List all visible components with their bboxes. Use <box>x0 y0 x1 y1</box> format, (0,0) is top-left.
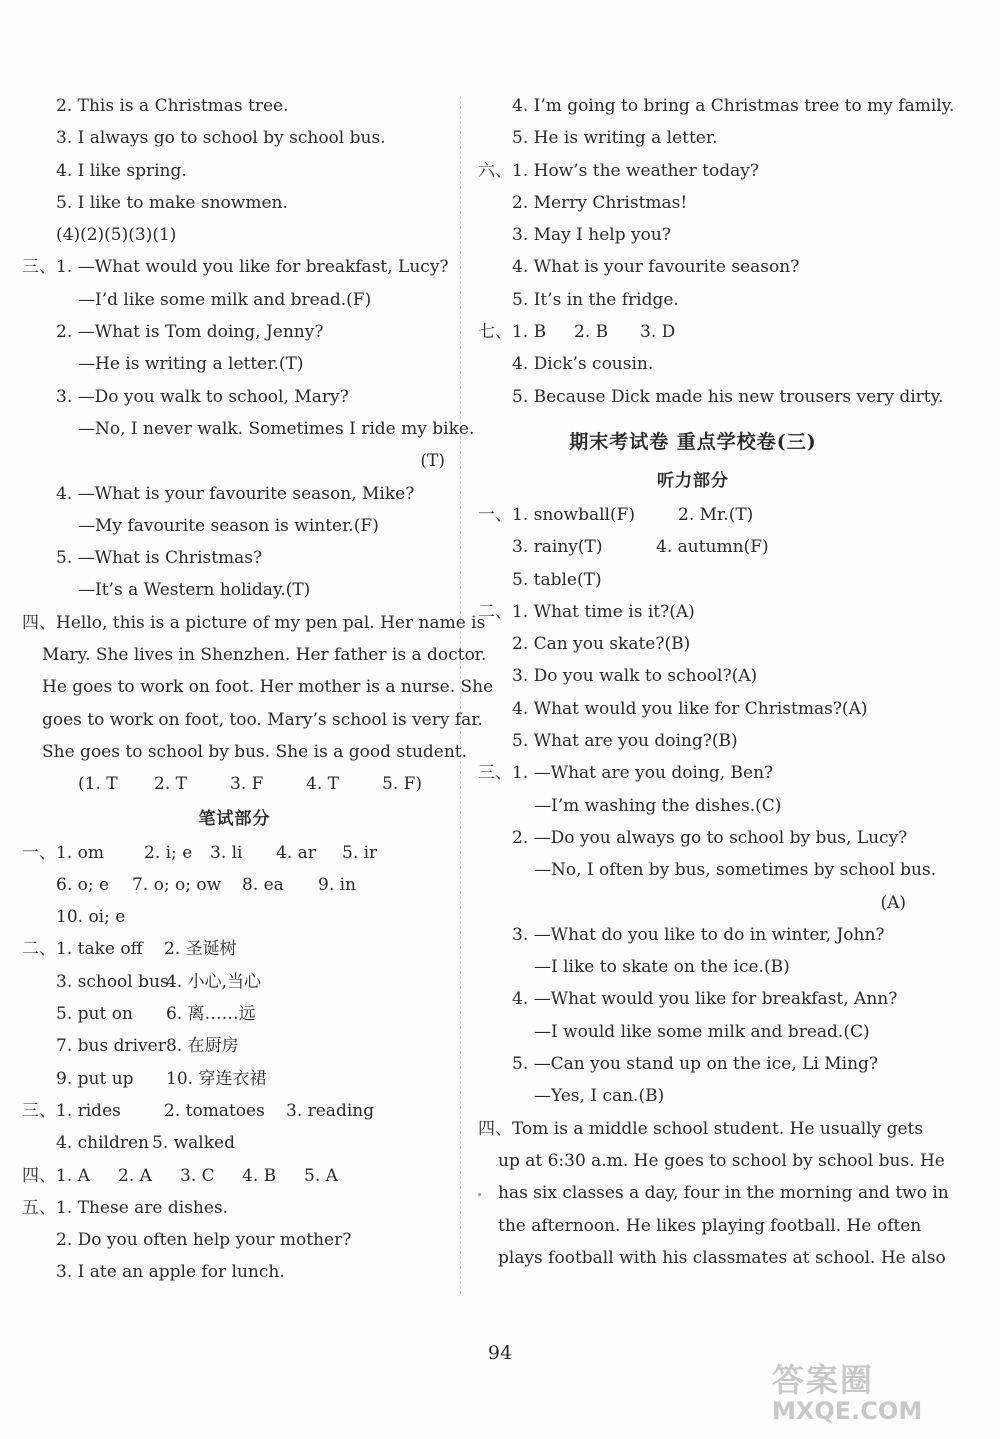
answer-line: (A) <box>880 892 906 913</box>
passage-line: 四、Hello, this is a picture of my pen pal. Her name is <box>22 612 486 633</box>
answer-line: 5. I like to make snowmen. <box>56 192 288 213</box>
answer-line: 2. —Do you always go to school by bus, Lucy? <box>512 827 908 848</box>
answer-item: 四、1. A <box>22 1165 90 1186</box>
answer-item: 3. rainy(T) <box>512 537 603 558</box>
answer-item: 5. A <box>304 1165 338 1186</box>
answer-line: —I’d like some milk and bread.(F) <box>78 289 372 310</box>
answer-item: 2. 圣诞树 <box>164 939 237 960</box>
answer-line: 2. This is a Christmas tree. <box>56 96 289 116</box>
answer-line: 3. I ate an apple for lunch. <box>56 1262 285 1283</box>
answer-item: 4. ar <box>276 842 316 863</box>
answer-item: 4. autumn(F) <box>656 537 769 558</box>
answer-line: —No, I never walk. Sometimes I ride my bike. <box>78 418 475 439</box>
answer-item: 4. 小心,当心 <box>166 971 262 992</box>
answer-line: 10. oi; e <box>56 907 126 928</box>
answer-line: 3. I always go to school by school bus. <box>56 128 386 149</box>
answer-item: 8. 在厨房 <box>166 1036 239 1057</box>
answer-line <box>22 1063 447 1095</box>
section-title: 笔试部分 <box>198 808 271 829</box>
answer-item: 2. i; e <box>144 842 193 863</box>
answer-line: 4. —What is your favourite season, Mike? <box>56 483 415 504</box>
answer-item: 一、1. om <box>22 842 104 863</box>
answer-line: —He is writing a letter.(T) <box>78 354 304 375</box>
answer-line <box>22 933 447 965</box>
answer-line: 5. table(T) <box>512 569 602 590</box>
watermark-text: 答案圈 <box>772 1361 875 1399</box>
answer-line <box>22 768 447 800</box>
answer-line <box>22 1127 447 1159</box>
answer-line: 2. —What is Tom doing, Jenny? <box>56 322 324 343</box>
answer-item: 5. walked <box>152 1133 235 1154</box>
section-heading-line: 三、1. —What are you doing, Ben? <box>478 763 774 784</box>
answer-line <box>478 316 908 348</box>
section-heading-line: 二、1. What time is it?(A) <box>478 601 695 622</box>
answer-item: 2. T <box>154 774 187 795</box>
answer-item: 3. F <box>230 774 264 795</box>
passage-line: goes to work on foot, too. Mary’s school is very far. <box>42 709 483 730</box>
answer-line: (T) <box>420 451 445 472</box>
answer-line: 5. He is writing a letter. <box>512 128 718 149</box>
answer-line: 5. Because Dick made his new trousers very dirty. <box>512 386 944 407</box>
answer-item: 3. school bus <box>56 971 169 992</box>
answer-line: —I’m washing the dishes.(C) <box>534 795 782 816</box>
answer-item: 三、1. rides <box>22 1100 121 1121</box>
answer-item: 5. F) <box>382 774 423 795</box>
answer-line: —It’s a Western holiday.(T) <box>78 580 311 601</box>
answer-item: 6. o; e <box>56 874 110 895</box>
answer-item: 二、1. take off <box>22 939 143 960</box>
answer-item: 7. o; o; ow <box>132 874 222 895</box>
answer-line: 2. Can you skate?(B) <box>512 634 691 655</box>
answer-item: 6. 离……远 <box>166 1004 256 1025</box>
answer-line: 4. Dick’s cousin. <box>512 354 654 375</box>
page-number: 94 <box>487 1342 513 1364</box>
answer-line <box>22 966 447 998</box>
answer-item: 2. A <box>118 1165 152 1186</box>
answer-item: 2. Mr.(T) <box>678 504 754 525</box>
right-column <box>478 90 955 1274</box>
answer-item: 9. put up <box>56 1068 134 1089</box>
passage-line: He goes to work on foot. Her mother is a nurse. She <box>42 677 494 698</box>
answer-item: 3. D <box>640 322 676 343</box>
answer-line: 4. I like spring. <box>56 160 187 181</box>
answer-item: 2. tomatoes <box>164 1100 265 1121</box>
answer-line: —My favourite season is winter.(F) <box>78 515 379 536</box>
answer-line <box>22 1030 447 1062</box>
answer-line: 5. —Can you stand up on the ice, Li Ming? <box>512 1054 879 1075</box>
answer-line <box>478 499 908 531</box>
answer-item: 10. 穿连衣裙 <box>166 1068 267 1089</box>
answer-item: 七、1. B <box>478 322 547 343</box>
answer-line <box>478 531 908 563</box>
passage-line: She goes to school by bus. She is a good student. <box>42 741 468 762</box>
answer-line <box>22 869 447 901</box>
answer-line: —I like to skate on the ice.(B) <box>534 957 790 978</box>
section-heading-line: 六、1. How’s the weather today? <box>478 160 759 181</box>
answer-line: 3. —What do you like to do in winter, John? <box>512 924 885 945</box>
passage-line: the afternoon. He likes playing football. He often <box>498 1215 922 1236</box>
answer-line: —I would like some milk and bread.(C) <box>534 1021 870 1042</box>
answer-line: 4. I’m going to bring a Christmas tree to my family. <box>512 96 955 116</box>
answer-item: 8. ea <box>242 874 284 895</box>
left-column <box>22 90 494 1289</box>
answer-item: 4. children <box>56 1133 149 1154</box>
answer-item: 4. T <box>306 774 339 795</box>
answer-line: 5. What are you doing?(B) <box>512 731 738 752</box>
answer-item: 2. B <box>574 322 609 343</box>
answer-item: 5. ir <box>342 842 378 863</box>
answer-item: 4. B <box>242 1165 277 1186</box>
answer-line: 3. —Do you walk to school, Mary? <box>56 386 349 407</box>
passage-line: up at 6:30 a.m. He goes to school by school bus. He <box>498 1150 945 1171</box>
answer-line: —No, I often by bus, sometimes by school bus. <box>534 860 937 881</box>
answer-line <box>22 1095 447 1127</box>
answer-item: 5. put on <box>56 1004 133 1025</box>
answer-line <box>22 837 447 869</box>
answer-line: (4)(2)(5)(3)(1) <box>56 225 177 246</box>
answer-item: (1. T <box>78 774 118 795</box>
watermark-logo <box>772 1355 982 1435</box>
answer-line <box>22 1160 447 1192</box>
section-title: 听力部分 <box>657 470 729 491</box>
exam-title: 期末考试卷 重点学校卷(三) <box>569 430 817 453</box>
answer-item: 7. bus driver <box>56 1036 166 1057</box>
answer-line: 5. —What is Christmas? <box>56 548 263 569</box>
answer-item: 3. li <box>210 842 243 863</box>
answer-line: —Yes, I can.(B) <box>534 1086 665 1107</box>
answer-line: 2. Merry Christmas! <box>512 192 688 213</box>
passage-line: has six classes a day, four in the morning and two in <box>498 1183 949 1204</box>
answer-line: 3. May I help you? <box>512 225 671 246</box>
answer-item: 一、1. snowball(F) <box>478 504 636 525</box>
answer-line: 4. —What would you like for breakfast, Ann? <box>512 989 898 1010</box>
answer-line: 4. What would you like for Christmas?(A) <box>512 698 868 719</box>
answer-line <box>22 998 447 1030</box>
answer-line: 3. Do you walk to school?(A) <box>512 666 758 687</box>
answer-item: 3. C <box>180 1165 215 1186</box>
watermark-url: MXQE.COM <box>772 1397 923 1425</box>
passage-line: 四、Tom is a middle school student. He usually gets <box>478 1118 924 1139</box>
answer-item: 9. in <box>318 874 357 895</box>
section-heading-line: 五、1. These are dishes. <box>22 1197 229 1218</box>
answer-line: 5. It’s in the fridge. <box>512 289 679 310</box>
section-heading-line: 三、1. —What would you like for breakfast, Lucy? <box>22 257 449 278</box>
answer-line: 4. What is your favourite season? <box>512 257 800 278</box>
answer-item: 3. reading <box>286 1100 375 1121</box>
passage-line: Mary. She lives in Shenzhen. Her father is a doctor. <box>42 645 487 666</box>
passage-line: plays football with his classmates at school. He also <box>498 1247 946 1268</box>
answer-line: 2. Do you often help your mother? <box>56 1230 352 1251</box>
